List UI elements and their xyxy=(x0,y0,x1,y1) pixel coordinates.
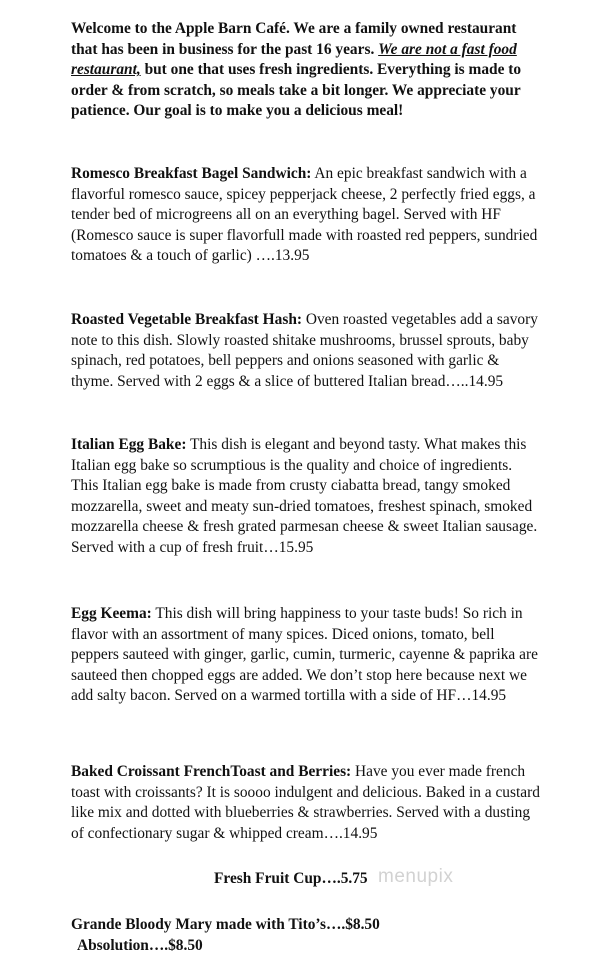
drink-absolution: Absolution….$8.50 xyxy=(77,937,203,954)
menu-item-title: Egg Keema: xyxy=(71,605,152,622)
menu-item-description: Oven roasted vegetables add a savory note to this dish. Slowly roasted shitake mushrooms, brussel sprouts, baby spinach, red potatoes, bell peppers and onions seasoned with garlic & thyme. Served with 2 eggs & a slice of buttered Italian bread…..14.95 xyxy=(71,311,538,390)
menu-item-title: Italian Egg Bake: xyxy=(71,436,187,453)
intro-emphasis: We are not a fast food restaurant, xyxy=(71,40,517,79)
menu-item-title: Baked Croissant FrenchToast and Berries: xyxy=(71,763,352,780)
intro-text-2: but one that uses fresh ingredients. Everything is made to order & from scratch, so meals take a bit longer. We appreciate your patience. Our goal is to make you a delicious meal! xyxy=(71,61,522,120)
menu-item-title: Roasted Vegetable Breakfast Hash: xyxy=(71,311,303,328)
menu-item-description: An epic breakfast sandwich with a flavorful romesco sauce, spicey pepperjack cheese, 2 perfectly fried eggs, a tender bed of microgreens all on an everything bagel. Served with HF (Romesco sauce is super flavorfull made with roasted red peppers, sundried tomatoes & a touch of garlic) ….13.95 xyxy=(71,165,538,265)
menu-item xyxy=(71,762,541,844)
intro-text-1: Welcome to the Apple Barn Café. We are a family owned restaurant that has been in business for the past 16 years. xyxy=(71,20,517,58)
menu-item-description: Have you ever made french toast with croissants? It is soooo indulgent and delicious. Baked in a custard like mix and dotted with blueberries & strawberries. Served with a dusting of confectionary sugar & whipped cream….14.95 xyxy=(71,763,540,842)
menu-item xyxy=(71,310,541,392)
menu-item xyxy=(71,604,541,707)
fresh-fruit-cup: Fresh Fruit Cup….5.75 xyxy=(214,870,368,887)
menu-item-description: This dish will bring happiness to your taste buds! So rich in flavor with an assortment of many spices. Diced onions, tomato, bell peppers sauteed with ginger, garlic, cumin, turmeric, cayenne & paprika are sauteed then chopped eggs are added. We don’t stop here because next we add salty bacon. Served on a warmed tortilla with a side of HF…14.95 xyxy=(71,605,538,705)
menu-item-description: This dish is elegant and beyond tasty. What makes this Italian egg bake so scrumptious is the quality and choice of ingredients. This Italian egg bake is made from crusty ciabatta bread, tangy smoked mozzarella, sweet and meaty sun-dried tomatoes, freshest spinach, smoked mozzarella cheese & fresh grated parmesan cheese & sweet Italian sausage. Served with a cup of fresh fruit…15.95 xyxy=(71,436,538,556)
menu-item xyxy=(71,435,541,559)
intro-paragraph xyxy=(71,19,541,122)
menu-item xyxy=(71,164,541,267)
menupix-watermark: menupix xyxy=(378,866,454,887)
menu-item-title: Romesco Breakfast Bagel Sandwich: xyxy=(71,165,312,182)
drink-bloody-mary: Grande Bloody Mary made with Tito’s….$8.50 xyxy=(71,916,380,933)
